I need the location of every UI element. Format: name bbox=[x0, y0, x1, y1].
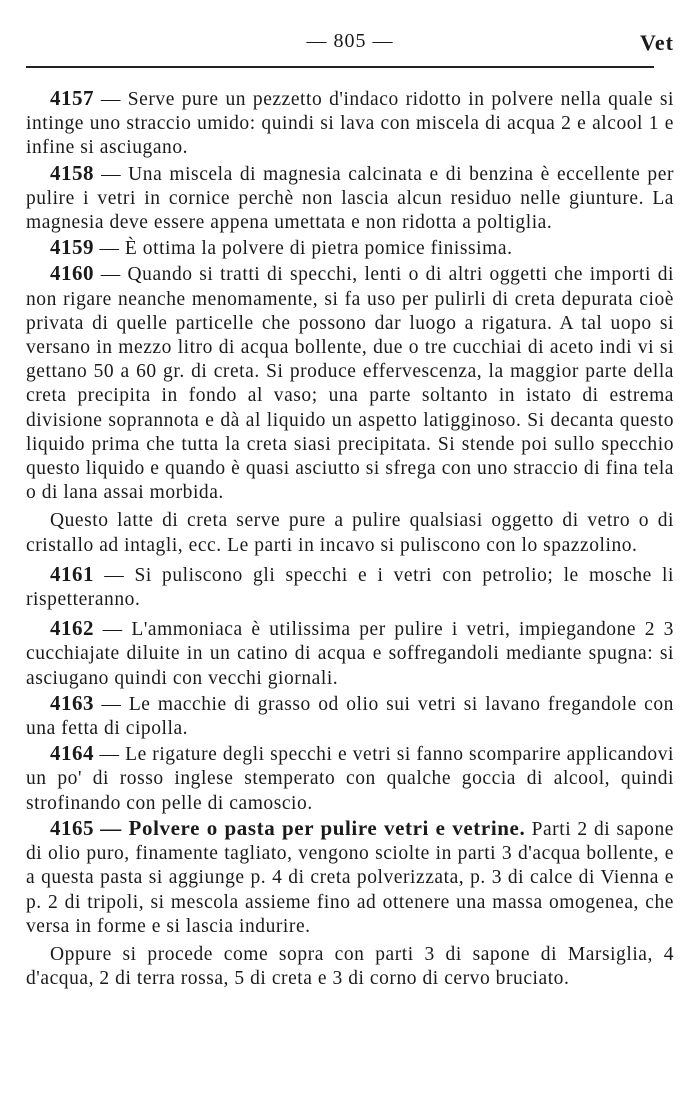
entry-4160 bbox=[26, 261, 674, 505]
entry-4163 bbox=[26, 691, 674, 741]
entry-number: 4161 bbox=[50, 561, 94, 586]
entry-4165 bbox=[26, 816, 674, 939]
entry-number: 4162 bbox=[50, 616, 94, 641]
running-head: Vet bbox=[640, 30, 674, 55]
entry-4158 bbox=[26, 161, 674, 236]
entry-number: 4160 bbox=[50, 261, 94, 286]
entry-4161 bbox=[26, 562, 674, 612]
entry-text: Oppure si procede come sopra con parti 3 di sapone di Marsiglia, 4 d'acqua, 2 di terra rossa, 5 di creta e 3 di corno di cervo bruciato. bbox=[26, 943, 674, 990]
entry-number: 4165 bbox=[50, 815, 94, 840]
entry-text: — Serve pure un pezzetto d'indaco ridotto in polvere nella quale si intinge uno straccio umido: quindi si lava con miscela di acqua 2 e alcool 1 e infine si asciugano. bbox=[26, 89, 674, 159]
entry-text: — È ottima la polvere di pietra pomice finissima. bbox=[99, 238, 513, 260]
entry-4157 bbox=[26, 86, 674, 161]
header-rule bbox=[26, 66, 654, 68]
entry-number: 4163 bbox=[50, 690, 94, 715]
entry-text: — Le macchie di grasso od olio sui vetri si lavano fregandole con una fetta di cipolla. bbox=[26, 693, 674, 740]
entry-text: — L'ammoniaca è utilissima per pulire i vetri, impiegandone 2 3 cucchiajate diluite in un catino di acqua e soffregandoli mediante spugna: si asciugano quindi con vecchi giornali. bbox=[26, 619, 674, 689]
entry-title: — Polvere o pasta per pulire vetri e vetrine. bbox=[100, 815, 526, 840]
entry-text: — Si puliscono gli specchi e i vetri con petrolio; le mosche li rispetteranno. bbox=[26, 564, 674, 611]
entry-number: 4158 bbox=[50, 160, 94, 185]
entry-number: 4157 bbox=[50, 86, 94, 110]
page-body bbox=[26, 86, 674, 991]
entry-text: Questo latte di creta serve pure a pulire qualsiasi oggetto di vetro o di cristallo ad intagli, ecc. Le parti in incavo si puliscono con lo spazzolino. bbox=[26, 510, 674, 556]
entry-4164 bbox=[26, 741, 674, 816]
page-header bbox=[26, 30, 674, 64]
entry-4160-continuation bbox=[26, 509, 674, 557]
entry-text: Parti 2 di sapone di olio puro, finamente tagliato, vengono sciolte in parti 3 d'acqua bollente, e a questa pasta si aggiunge p. 4 di creta polverizzata, p. 3 di calce di Vienna e p. 2 di tripoli, si mescola assieme fino ad ottenere una massa omogenea, che versa in forme e si lascia indurire. bbox=[26, 818, 674, 937]
entry-4162 bbox=[26, 616, 674, 691]
page-number: — 805 — bbox=[306, 30, 394, 52]
entry-text: — Una miscela di magnesia calcinata e di benzina è eccellente per pulire i vetri in cornice perchè non lascia alcun residuo nelle giunture. La magnesia deve essere appena umettata e non ridotta a poltiglia. bbox=[26, 163, 674, 234]
entry-number: 4164 bbox=[50, 741, 94, 766]
entry-number: 4159 bbox=[50, 235, 94, 260]
entry-text: — Le rigature degli specchi e vetri si fanno scomparire applicandovi un po' di rosso inglese stemperato con qualche goccia di alcool, quindi strofinando con pelle di camoscio. bbox=[26, 744, 674, 814]
entry-4159 bbox=[26, 235, 674, 261]
entry-4165-continuation bbox=[26, 943, 674, 991]
entry-text: — Quando si tratti di specchi, lenti o di altri oggetti che importi di non rigare neanche menomamente, si fa uso per pulirli di creta depurata cioè privata di quelle particelle che possono dar luogo a rigatura. A tal uopo si versano in mezzo litro di acqua bollente, due o tre cucchiai di aceto indi vi si gettano 50 a 60 gr. di creta. Si produce effervescenza, la maggior parte della creta precipita in fondo al vaso; una parte soltanto in istato di estrema divisione soprannota e dà al liquido un aspetto latigginoso. Si decanta questo liquido prima che tutta la creta siasi precipitata. Si stende poi sullo specchio questo liquido e quando è quasi asciutto si sfrega con uno straccio di fina tela o di lana assai morbida. bbox=[26, 264, 674, 504]
